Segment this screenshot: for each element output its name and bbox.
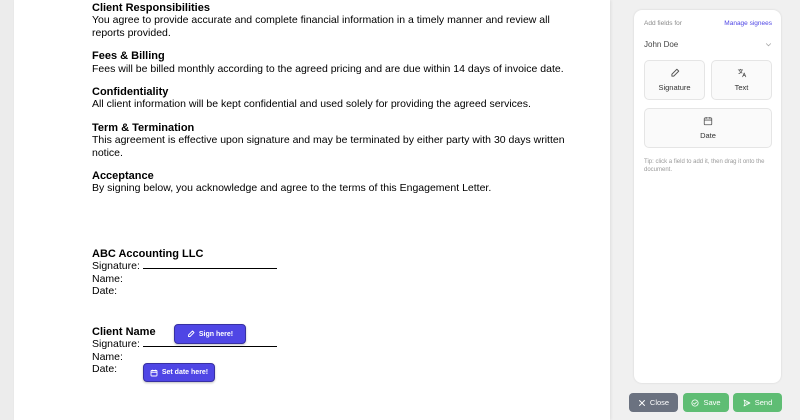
close-label: Close (649, 398, 670, 407)
name-label: Name: (92, 350, 123, 363)
section-text: You agree to provide accurate and complete financial information in a timely manner and review all reports provided. (92, 14, 550, 39)
section-heading: Fees & Billing (92, 50, 165, 63)
section-client-responsibilities (92, 2, 572, 39)
date-label: Date: (92, 285, 118, 298)
date-field-label: Date (700, 131, 716, 140)
section-text: This agreement is effective upon signature and may be terminated by either party with 30 days written notice. (92, 134, 565, 159)
left-gutter (0, 0, 14, 420)
close-icon (638, 399, 646, 407)
date-field-button[interactable] (644, 108, 772, 148)
send-button[interactable] (733, 393, 782, 412)
set-date-label: Set date here! (161, 369, 209, 376)
section-heading: Client Responsibilities (92, 2, 210, 14)
panel-tip: Tip: click a field to add it, then drag it onto the document. (644, 159, 765, 173)
section-heading: Acceptance (92, 170, 154, 183)
sign-here-label: Sign here! (198, 330, 234, 338)
text-field-button[interactable] (711, 60, 772, 100)
signee-select[interactable] (644, 37, 772, 51)
send-label: Send (754, 398, 773, 407)
fields-panel (634, 10, 781, 383)
section-text: By signing below, you acknowledge and agree to the terms of this Engagement Letter. (92, 182, 492, 195)
section-text: Fees will be billed monthly according to the agreed pricing and are due within 14 days of invoice date. (92, 62, 564, 75)
firm-signature-block (92, 248, 277, 298)
section-acceptance (92, 170, 572, 195)
name-label: Name: (92, 272, 123, 285)
calendar-icon (703, 116, 713, 126)
pen-icon (670, 68, 680, 78)
set-date-field[interactable] (143, 363, 215, 382)
sign-here-field[interactable] (174, 324, 246, 344)
save-label: Save (703, 398, 721, 407)
send-icon (743, 399, 751, 407)
pen-icon (187, 330, 195, 338)
signature-field-label: Signature (658, 83, 691, 92)
section-heading: Term & Termination (92, 121, 195, 134)
section-text: All client information will be kept confidential and used solely for providing the agreed services. (92, 98, 531, 111)
translate-icon (737, 68, 747, 78)
signature-label: Signature: (92, 338, 140, 351)
add-fields-label: Add fields for (644, 20, 682, 27)
document-page (14, 0, 610, 420)
panel-header (644, 20, 772, 27)
date-label: Date: (92, 363, 118, 376)
save-button[interactable] (683, 393, 729, 412)
firm-name: ABC Accounting LLC (92, 248, 204, 260)
close-button[interactable] (629, 393, 678, 412)
signature-label: Signature: (92, 260, 140, 273)
manage-signees-link[interactable]: Manage signees (724, 20, 772, 27)
document-body (92, 2, 572, 206)
client-name: Client Name (92, 326, 156, 338)
section-confidentiality (92, 86, 572, 111)
text-field-label: Text (734, 83, 749, 92)
calendar-icon (150, 369, 158, 377)
section-heading: Confidentiality (92, 86, 169, 99)
firm-signature-row (92, 260, 277, 272)
section-term-termination (92, 122, 572, 159)
section-fees-billing (92, 50, 572, 75)
signature-line (143, 260, 277, 269)
signature-field-button[interactable] (644, 60, 705, 100)
chevron-down-icon (765, 41, 772, 48)
selected-signee: John Doe (644, 39, 679, 49)
check-circle-icon (691, 399, 699, 407)
